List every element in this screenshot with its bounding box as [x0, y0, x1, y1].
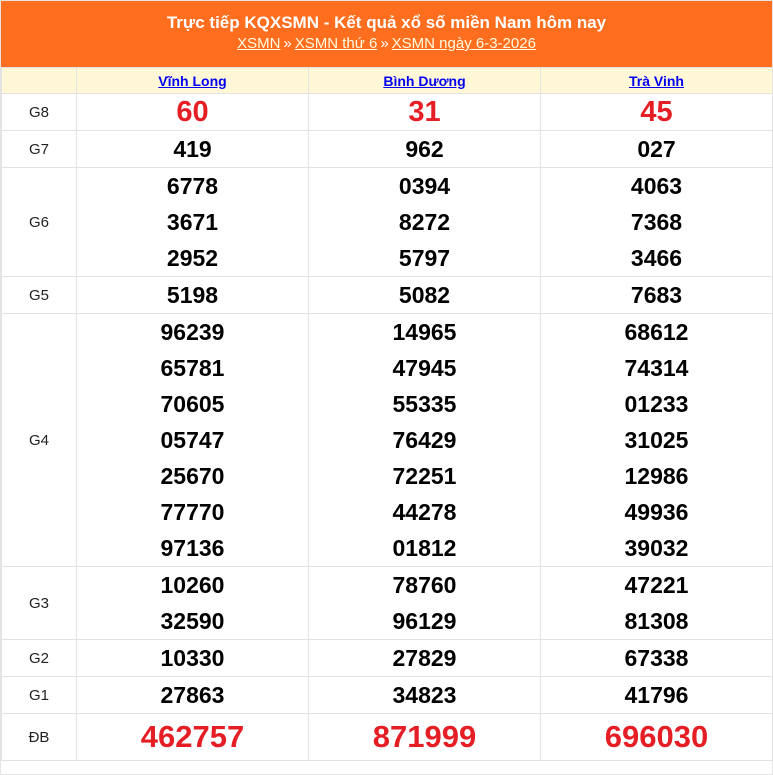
prize-cell: [309, 567, 541, 640]
prize-row-g7: [2, 131, 773, 168]
prize-number: 44278: [392, 499, 457, 525]
prize-cell: [77, 131, 309, 168]
prize-row-g6: [2, 168, 773, 277]
prize-number: 7683: [630, 282, 683, 308]
prize-cell: [309, 714, 541, 761]
prize-cell: [541, 567, 773, 640]
prize-number: 81308: [624, 608, 689, 634]
breadcrumb: [1, 34, 772, 54]
prize-cell: [541, 714, 773, 761]
prize-label: G6: [2, 168, 77, 277]
prize-row-db: [2, 714, 773, 761]
prize-cell: [309, 94, 541, 131]
prize-number: 45: [640, 96, 673, 128]
prize-number: 027: [637, 136, 676, 162]
prize-number: 10260: [160, 572, 225, 598]
prize-row-g1: [2, 677, 773, 714]
prize-number: 01233: [624, 391, 689, 417]
prize-number: 871999: [372, 719, 477, 754]
prize-number: 0394: [398, 173, 451, 199]
results-table: [1, 67, 773, 761]
prize-number: 97136: [160, 535, 225, 561]
prize-cell: [541, 277, 773, 314]
prize-number: 3466: [630, 245, 683, 271]
prize-row-g2: [2, 640, 773, 677]
prize-cell: [77, 714, 309, 761]
breadcrumb-link-xsmn[interactable]: XSMN: [237, 35, 281, 52]
prize-row-g4: [2, 314, 773, 567]
prize-number: 78760: [392, 572, 457, 598]
prize-number: 70605: [160, 391, 225, 417]
header-corner: [2, 68, 77, 94]
prize-number: 696030: [604, 719, 709, 754]
prize-number: 49936: [624, 499, 689, 525]
prize-number: 6778: [166, 173, 219, 199]
prize-table-body: [2, 94, 773, 761]
prize-number: 47221: [624, 572, 689, 598]
province-header: [541, 68, 773, 94]
prize-row-g3: [2, 567, 773, 640]
prize-number: 2952: [166, 245, 219, 271]
prize-cell: [77, 640, 309, 677]
prize-number: 31: [408, 96, 441, 128]
breadcrumb-separator: »: [380, 35, 389, 52]
prize-cell: [309, 640, 541, 677]
prize-number: 72251: [392, 463, 457, 489]
prize-cell: [77, 168, 309, 277]
prize-number: 76429: [392, 427, 457, 453]
prize-cell: [77, 677, 309, 714]
prize-number: 419: [173, 136, 212, 162]
prize-label: G4: [2, 314, 77, 567]
prize-label: ĐB: [2, 714, 77, 761]
breadcrumb-link-xsmn-thu-6[interactable]: XSMN thứ 6: [294, 35, 378, 52]
prize-label: G2: [2, 640, 77, 677]
prize-cell: [309, 168, 541, 277]
prize-number: 10330: [160, 645, 225, 671]
prize-row-g5: [2, 277, 773, 314]
prize-number: 77770: [160, 499, 225, 525]
prize-number: 05747: [160, 427, 225, 453]
prize-number: 01812: [392, 535, 457, 561]
prize-number: 67338: [624, 645, 689, 671]
prize-cell: [541, 168, 773, 277]
prize-number: 3671: [166, 209, 219, 235]
prize-number: 47945: [392, 355, 457, 381]
results-header: [1, 1, 772, 67]
prize-cell: [77, 94, 309, 131]
prize-cell: [77, 314, 309, 567]
prize-number: 65781: [160, 355, 225, 381]
prize-number: 4063: [630, 173, 683, 199]
prize-cell: [541, 677, 773, 714]
prize-number: 96129: [392, 608, 457, 634]
prize-number: 55335: [392, 391, 457, 417]
page-title: Trực tiếp KQXSMN - Kết quả xổ số miền Nam hôm nay: [166, 13, 607, 32]
province-header-row: [2, 68, 773, 94]
breadcrumb-link-xsmn-date[interactable]: XSMN ngày 6-3-2026: [391, 35, 536, 52]
prize-label: G1: [2, 677, 77, 714]
prize-row-g8: [2, 94, 773, 131]
province-link-vinh-long[interactable]: Vĩnh Long: [158, 72, 227, 89]
prize-label: G5: [2, 277, 77, 314]
prize-number: 25670: [160, 463, 225, 489]
prize-label: G8: [2, 94, 77, 131]
prize-number: 31025: [624, 427, 689, 453]
prize-number: 34823: [392, 682, 457, 708]
prize-number: 5198: [166, 282, 219, 308]
prize-cell: [309, 677, 541, 714]
prize-cell: [77, 277, 309, 314]
prize-number: 462757: [140, 719, 245, 754]
prize-cell: [541, 640, 773, 677]
prize-cell: [309, 277, 541, 314]
province-link-tra-vinh[interactable]: Trà Vinh: [629, 72, 684, 89]
prize-cell: [77, 567, 309, 640]
prize-label: G7: [2, 131, 77, 168]
prize-number: 27863: [160, 682, 225, 708]
prize-number: 68612: [624, 319, 689, 345]
prize-cell: [541, 131, 773, 168]
prize-cell: [541, 314, 773, 567]
prize-number: 27829: [392, 645, 457, 671]
prize-label: G3: [2, 567, 77, 640]
prize-number: 96239: [160, 319, 225, 345]
breadcrumb-separator: »: [283, 35, 292, 52]
prize-number: 5082: [398, 282, 451, 308]
prize-number: 41796: [624, 682, 689, 708]
prize-cell: [309, 131, 541, 168]
prize-number: 32590: [160, 608, 225, 634]
prize-number: 962: [405, 136, 444, 162]
prize-number: 7368: [630, 209, 683, 235]
province-link-binh-duong[interactable]: Bình Dương: [383, 72, 466, 89]
prize-number: 8272: [398, 209, 451, 235]
prize-number: 14965: [392, 319, 457, 345]
prize-number: 39032: [624, 535, 689, 561]
prize-cell: [541, 94, 773, 131]
prize-number: 12986: [624, 463, 689, 489]
prize-cell: [309, 314, 541, 567]
province-header: [77, 68, 309, 94]
prize-number: 60: [176, 96, 209, 128]
prize-number: 5797: [398, 245, 451, 271]
province-header: [309, 68, 541, 94]
prize-number: 74314: [624, 355, 689, 381]
